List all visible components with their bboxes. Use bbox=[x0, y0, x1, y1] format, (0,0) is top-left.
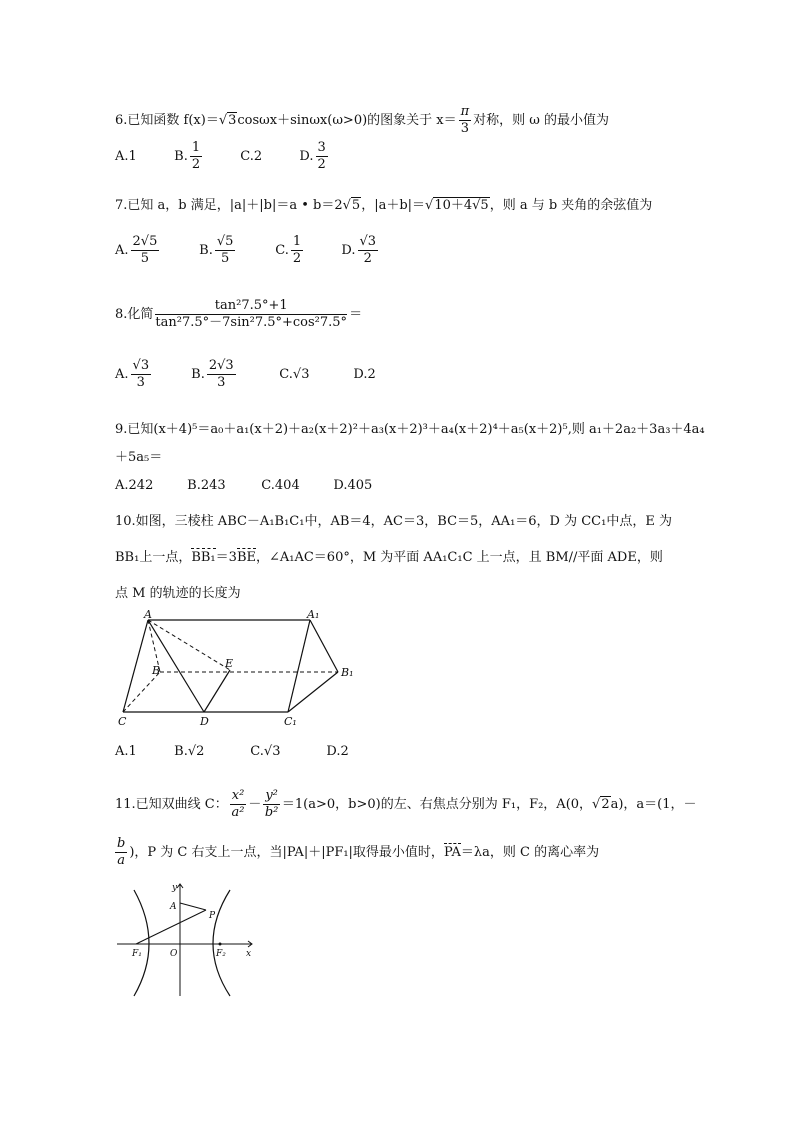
vector-pa: PA bbox=[443, 845, 461, 860]
q6-sqrt3: 3 bbox=[228, 113, 237, 128]
q6-stem bbox=[115, 104, 609, 137]
q10-line1: 10.如图，三棱柱 ABC－A₁B₁C₁中，AB＝4，AC＝3，BC＝5，AA₁＝6，D 为 CC₁中点，E 为 bbox=[115, 514, 672, 529]
q6-options bbox=[115, 140, 330, 173]
q10-line2: BB₁上一点，BB₁＝3BE，∠A₁AC＝60°，M 为平面 AA₁C₁C 上一点，且 BM//平面 ADE，则 bbox=[115, 550, 663, 565]
q7-option-a: A. $\frac{2√5}{5}$ bbox=[115, 234, 158, 266]
label-x: x bbox=[246, 949, 252, 959]
q6-option-d: D. $\frac{3}{2}$ bbox=[299, 140, 326, 172]
q7-stem-c: ，则 a 与 b 夹角的余弦值为 bbox=[489, 198, 653, 213]
axes bbox=[117, 884, 252, 996]
q8-option-a: A. $\frac{√3}{3}$ bbox=[115, 358, 150, 390]
q7-sqrt-expr: 10＋4√5 bbox=[434, 198, 489, 213]
q8-stem-a: 8.化简 bbox=[115, 307, 154, 322]
q6-stem-a: 6.已知函数 f(x)＝ bbox=[115, 113, 219, 128]
sqrt-sign: √ bbox=[342, 198, 351, 213]
q8-stem-b: ＝ bbox=[349, 307, 363, 322]
q9-option-c: C.404 bbox=[261, 478, 300, 493]
label-e: E bbox=[225, 657, 234, 670]
focus-f2-point bbox=[219, 943, 222, 946]
prism-figure bbox=[110, 606, 360, 730]
q6-frac: $\frac{\pi}{3}$ bbox=[460, 104, 470, 136]
q9-option-b: B.243 bbox=[187, 478, 226, 493]
q10-option-d: D.2 bbox=[326, 744, 349, 759]
q7-stem-a: 7.已知 a，b 满足，|a|＋|b|＝a • b＝2 bbox=[115, 198, 343, 213]
q6-option-a: A.1 bbox=[115, 149, 137, 164]
q9-option-a: A.242 bbox=[115, 478, 154, 493]
hyperbola-branches bbox=[134, 890, 230, 996]
q7-option-d: D. $\frac{√3}{2}$ bbox=[341, 234, 377, 266]
q11-frac-ba: $\frac{b}{a}$ bbox=[117, 836, 126, 868]
label-p: P bbox=[209, 911, 216, 921]
q7-sqrt5: 5 bbox=[351, 198, 361, 213]
q11-frac-y: $\frac{\text{y²}}{\text{b²}}$ bbox=[264, 788, 279, 820]
q7-stem-b: ，|a＋b|＝ bbox=[361, 198, 426, 213]
q6-option-c: C.2 bbox=[240, 149, 263, 164]
q8-option-b: B. $\frac{2√3}{3}$ bbox=[191, 358, 234, 390]
q6-option-b: B. $\frac{1}{2}$ bbox=[174, 140, 201, 172]
q9-option-d: D.405 bbox=[333, 478, 373, 493]
sqrt-sign: √ bbox=[425, 198, 434, 213]
hyperbola-figure bbox=[112, 878, 262, 998]
label-a1: A₁ bbox=[307, 608, 320, 621]
q9-line1: 9.已知(x＋4)⁵＝a₀＋a₁(x＋2)＋a₂(x＋2)²＋a₃(x＋2)³＋a₄(x＋2)⁴＋a₅(x＋2)⁵,则 a₁＋2a₂＋3a₃＋4a₄ bbox=[115, 422, 705, 437]
q10-option-a: A.1 bbox=[115, 744, 137, 759]
label-c1: C₁ bbox=[284, 715, 297, 728]
q8-options bbox=[115, 358, 376, 391]
q10-option-c: C.√3 bbox=[250, 744, 281, 759]
label-d: D bbox=[200, 715, 209, 728]
q7-stem bbox=[115, 194, 652, 213]
label-f2: F₂ bbox=[216, 949, 226, 959]
q8-option-d: D.2 bbox=[353, 367, 376, 382]
q6-stem-b: cosωx＋sinωx(ω>0)的图象关于 x＝ bbox=[237, 113, 457, 128]
sqrt-sign: √ bbox=[592, 797, 601, 812]
q11-frac-x: $\frac{\text{x²}}{\text{a²}}$ bbox=[231, 788, 245, 820]
label-c: C bbox=[118, 715, 127, 728]
q11-line2: $\frac{b}{a}$ )，P 为 C 右支上一点，当|PA|＋|PF₁|取得最小值时，PA＝λa，则 C 的离心率为 bbox=[117, 836, 600, 868]
q10-line3: 点 M 的轨迹的长度为 bbox=[115, 586, 241, 601]
q7-options bbox=[115, 234, 380, 267]
q8-stem bbox=[115, 298, 362, 331]
q9-line2: ＋5a₅＝ bbox=[115, 450, 163, 465]
q10-options bbox=[115, 744, 349, 759]
vector-be: BE bbox=[236, 550, 256, 565]
vector-bb1: BB₁ bbox=[191, 550, 216, 565]
q8-frac: $\frac{\text{tan²7.5°+1}}{\text{tan²7.5°－7sin²7.5°+cos²7.5°}}$ bbox=[155, 298, 348, 330]
q11-line1: 11.已知双曲线 C： $\frac{\text{x²}}{\text{a²}}$ － $\frac{\text{y²}}{\text{b²}}$ ＝1(a>0，b>0)的左、右焦点分别为 F₁，F₂，A(0，√2a)，a＝(1，－ bbox=[115, 788, 697, 820]
q8-option-c: C.√3 bbox=[279, 367, 310, 382]
q9-options bbox=[115, 478, 372, 493]
label-f1: F₁ bbox=[132, 949, 142, 959]
label-a: A bbox=[144, 608, 152, 621]
label-b: B bbox=[152, 664, 161, 677]
q7-option-b: B. $\frac{√5}{5}$ bbox=[199, 234, 234, 266]
q10-option-b: B.√2 bbox=[174, 744, 205, 759]
q6-stem-c: 对称，则 ω 的最小值为 bbox=[473, 113, 610, 128]
label-y: y bbox=[172, 883, 178, 893]
sqrt-sign: √ bbox=[218, 113, 228, 128]
label-o: O bbox=[170, 949, 178, 959]
label-b1: B₁ bbox=[341, 666, 354, 679]
q7-option-c: C. $\frac{1}{2}$ bbox=[275, 234, 302, 266]
label-a: A bbox=[170, 902, 177, 912]
